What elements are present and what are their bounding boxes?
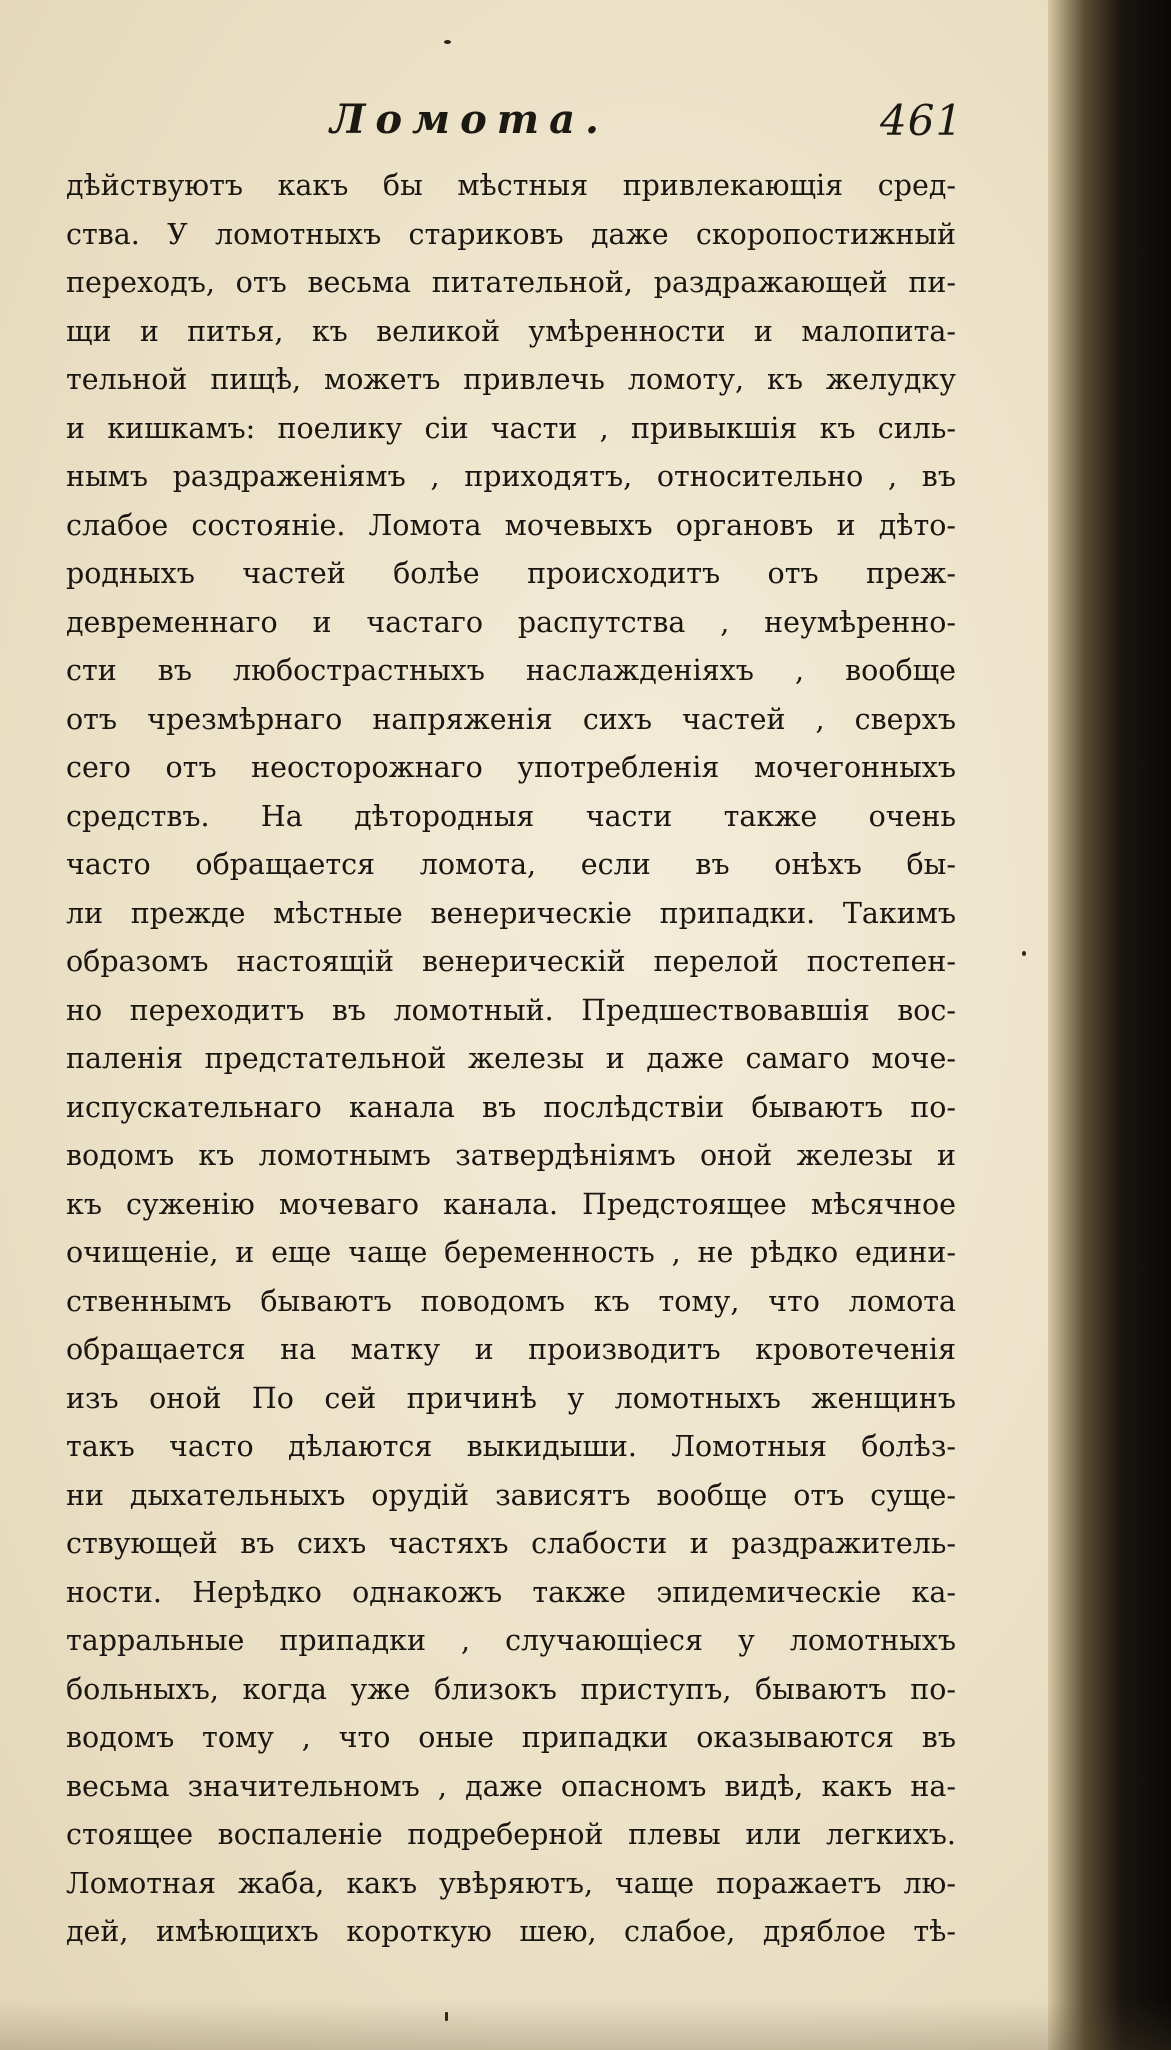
ink-speck [444, 40, 451, 44]
text-line: Ломотная жаба, какъ увѣряютъ, чаще поражаетъ лю- [66, 1866, 956, 1900]
text-line: и кишкамъ: поелику сіи части , привыкшія къ силь- [66, 411, 956, 445]
text-line: ствующей въ сихъ частяхъ слабости и раздражитель- [66, 1527, 956, 1560]
text-line: больныхъ, когда уже близокъ приступъ, бываютъ по- [66, 1672, 956, 1706]
text-line: къ суженію мочеваго канала. Предстоящее мѣсячное [66, 1187, 956, 1221]
text-line: такъ часто дѣлаются выкидыши. Ломотныя болѣз- [66, 1430, 956, 1463]
text-line: средствъ. На дѣтородныя части также очень [66, 799, 956, 833]
page-number: 461 [880, 96, 964, 145]
text-line: сего отъ неосторожнаго употребленія мочегонныхъ [66, 751, 956, 784]
text-line: ли прежде мѣстные венерическіе припадки. Такимъ [66, 896, 956, 930]
ink-speck [1022, 951, 1026, 956]
text-line: изъ оной По сей причинѣ у ломотныхъ женщинъ [66, 1381, 956, 1415]
text-line: ни дыхательныхъ орудій зависятъ вообще отъ суще- [66, 1478, 956, 1512]
text-line: испускательнаго канала въ послѣдствіи бываютъ по- [66, 1090, 956, 1124]
text-line: очищеніе, и еще чаще беременность , не рѣдко едини- [66, 1236, 956, 1269]
running-head: Ломота. [330, 96, 609, 143]
text-line: родныхъ частей болѣе происходитъ отъ преж- [66, 557, 956, 590]
text-line: обращается на матку и производитъ кровотеченія [66, 1333, 956, 1366]
page-gutter-edge [1048, 0, 1171, 2050]
text-line: переходъ, отъ весьма питательной, раздражающей пи- [66, 266, 956, 299]
text-line: образомъ настоящій венерическій перелой постепен- [66, 945, 956, 978]
text-line: стоящее воспаленіе подреберной плевы или легкихъ. [66, 1818, 956, 1851]
text-line: весьма значительномъ , даже опасномъ видѣ, какъ на- [66, 1769, 956, 1803]
text-line: но переходитъ въ ломотный. Предшествовавшія вос- [66, 993, 956, 1027]
text-line: ности. Нерѣдко однакожъ также эпидемическіе ка- [66, 1575, 956, 1609]
text-line: тарральные припадки , случающіеся у ломотныхъ [66, 1624, 956, 1657]
text-line: водомъ къ ломотнымъ затвердѣніямъ оной железы и [66, 1139, 956, 1172]
text-line: девременнаго и частаго распутства , неумѣренно- [66, 605, 956, 639]
text-line: нымъ раздраженіямъ , приходятъ, относительно , въ [66, 460, 956, 493]
text-line: слабое состояніе. Ломота мочевыхъ органовъ и дѣто- [66, 508, 956, 542]
text-line: ства. У ломотныхъ стариковъ даже скоропостижный [66, 217, 956, 251]
text-line: щи и питья, къ великой умѣренности и малопита- [66, 314, 956, 348]
text-line: паленія предстательной железы и даже самаго моче- [66, 1042, 956, 1075]
body-text [66, 162, 956, 1957]
text-line: водомъ тому , что оные припадки оказываются въ [66, 1721, 956, 1754]
page-bottom-shadow [0, 2000, 1171, 2050]
text-line: ственнымъ бываютъ поводомъ къ тому, что ломота [66, 1284, 956, 1318]
text-line: отъ чрезмѣрнаго напряженія сихъ частей , сверхъ [66, 702, 956, 736]
text-line: тельной пищѣ, можетъ привлечь ломоту, къ желудку [66, 363, 956, 396]
text-line: сти въ любострастныхъ наслажденіяхъ , вообще [66, 654, 956, 687]
text-line: дей, имѣющихъ короткую шею, слабое, дряблое тѣ- [66, 1915, 956, 1948]
text-line: часто обращается ломота, если въ онѣхъ бы- [66, 848, 956, 881]
text-line: дѣйствуютъ какъ бы мѣстныя привлекающія сред- [66, 169, 956, 202]
